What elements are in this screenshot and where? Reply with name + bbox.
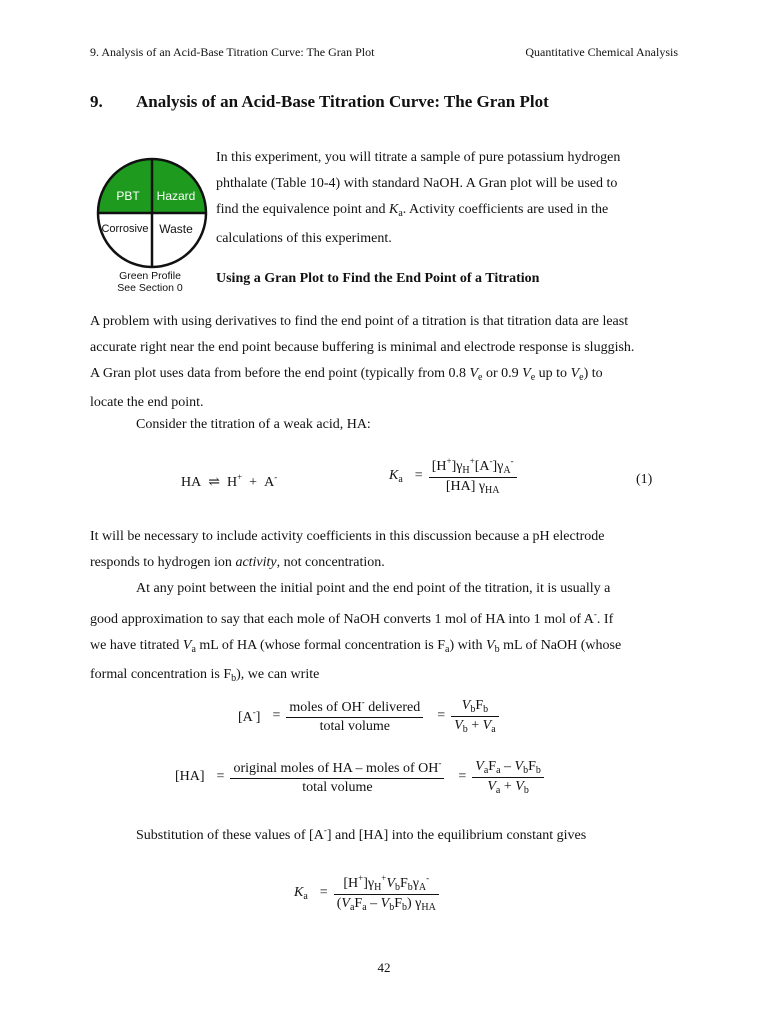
paragraph-line: accurate right near the end point because buffering is minimal and electrode response is sluggish. bbox=[90, 339, 635, 355]
green-profile-caption bbox=[104, 270, 196, 294]
ha-denominator: total volume bbox=[302, 780, 373, 795]
equation-number: (1) bbox=[636, 472, 653, 487]
running-header-right: Quantitative Chemical Analysis bbox=[525, 45, 678, 59]
paragraph-line: At any point between the initial point and the end point of the titration, it is usually a bbox=[136, 581, 611, 596]
a-minus-numerator: moles of OH- delivered bbox=[286, 697, 423, 718]
paragraph-line: good approximation to say that each mole of NaOH converts 1 mol of HA into 1 mol of A-. If bbox=[90, 608, 614, 627]
ka-substituted-denominator: $(V_aF_a - V_bF_b)$ $\gamma_{HA}$ bbox=[336, 896, 436, 913]
intro-line: phthalate (Table 10-4) with standard NaOH. A Gran plot will be used to bbox=[216, 175, 618, 191]
green-profile-icon bbox=[96, 157, 208, 269]
ka-numerator: $[H^+]\gamma_H^+[A^-]\gamma_A^-$ bbox=[429, 456, 517, 478]
a-minus-denominator: total volume bbox=[319, 719, 391, 734]
ka-equation: $K_a$ = $\frac{[H^+]\gamma_H^+[A^-]\gamma_A^-}{[HA] \gamma_{HA}}$ bbox=[383, 456, 517, 496]
paragraph-line: A Gran plot uses data from before the end point (typically from 0.8 $V_e$ or 0.9 $V_e$ up to $V_e$) to bbox=[90, 365, 603, 383]
ka-substituted-numerator: $[H^+]\gamma_H^+V_bF_b\gamma_A^-$ bbox=[334, 873, 439, 895]
caption-line-2: See Section 0 bbox=[117, 282, 183, 294]
quadrant-hazard: Hazard bbox=[156, 189, 196, 203]
ha-equation: [HA] = $\frac{original moles of HA - moles of OH^-}{\text{total volume}}$ = $\frac{V_aF_a - V_bF_b}{V_a + V_b}$ bbox=[175, 758, 544, 796]
ka-denominator: [HA] $\gamma_{HA}$ bbox=[445, 479, 500, 496]
subheading: Using a Gran Plot to Find the End Point of a Titration bbox=[216, 271, 540, 286]
paragraph-line: we have titrated $V_a$ mL of HA (whose formal concentration is $F_a$) with $V_b$ mL of NaOH (whose bbox=[90, 637, 622, 655]
paragraph-line: responds to hydrogen ion activity, not concentration. bbox=[90, 554, 385, 570]
paragraph-line: It will be necessary to include activity coefficients in this discussion because a pH electrode bbox=[90, 529, 605, 544]
section-title bbox=[90, 92, 549, 112]
a-minus-equation: [A-] = $\frac{moles of OH^- delivered}{\text{total volume}}$ = $\frac{V_bF_b}{V_b + V_a}$ bbox=[238, 697, 499, 735]
intro-line: In this experiment, you will titrate a sample of pure potassium hydrogen bbox=[216, 150, 621, 165]
equilibrium-arrow-icon: ⇌ bbox=[208, 475, 220, 490]
paragraph-derivatives bbox=[90, 309, 690, 416]
intro-line: calculations of this experiment. bbox=[216, 231, 392, 247]
ha-numerator: original moles of HA – moles of OH- bbox=[230, 758, 444, 779]
reaction-equation: HA ⇌ H+ + A- bbox=[181, 472, 278, 490]
intro-line: find the equivalence point and $K_a$. Activity coefficients are used in the bbox=[216, 201, 609, 219]
paragraph-line: A problem with using derivatives to find the end point of a titration is that titration data are least bbox=[90, 314, 629, 329]
section-title-text: Analysis of an Acid-Base Titration Curve: The Gran Plot bbox=[136, 92, 549, 111]
consider-line: Consider the titration of a weak acid, HA: bbox=[136, 417, 371, 432]
quadrant-corrosive: Corrosive bbox=[101, 223, 149, 235]
section-number: 9. bbox=[90, 92, 103, 111]
paragraph-activity bbox=[90, 524, 690, 576]
paragraph-line: locate the end point. bbox=[90, 395, 204, 411]
running-header-left: 9. Analysis of an Acid-Base Titration Curve: The Gran Plot bbox=[90, 45, 375, 59]
caption-line-1: Green Profile bbox=[119, 270, 181, 282]
intro-paragraph bbox=[216, 145, 686, 252]
page-number: 42 bbox=[377, 960, 391, 975]
substitution-line: Substitution of these values of [A-] and [HA] into the equilibrium constant gives bbox=[136, 825, 587, 843]
paragraph-line: formal concentration is $F_b$), we can write bbox=[90, 667, 320, 685]
green-profile-circle-icon bbox=[96, 157, 208, 269]
quadrant-waste: Waste bbox=[159, 222, 193, 236]
quadrant-pbt: PBT bbox=[116, 189, 140, 203]
paragraph-approximation bbox=[90, 576, 690, 692]
ka-substituted-equation: $K_a$ = $\frac{[H^+]\gamma_H^+V_bF_b\gamma_A^-}{(V_aF_a - V_bF_b) \gamma_{HA}}$ bbox=[294, 873, 439, 913]
